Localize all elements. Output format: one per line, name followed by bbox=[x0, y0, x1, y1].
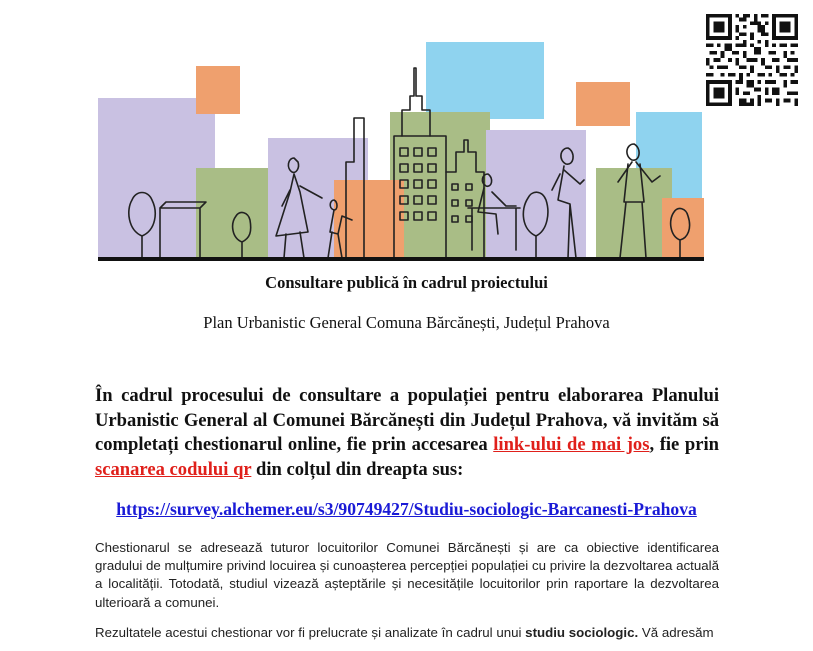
qr-code-icon bbox=[706, 14, 798, 106]
page-subtitle: Plan Urbanistic General Comuna Bărcănești, Județul Prahova bbox=[203, 313, 610, 332]
results-text-2: Vă adresăm bbox=[638, 625, 714, 640]
page-title: Consultare publică în cadrul proiectului bbox=[265, 273, 548, 292]
intro-text-3: din colțul din dreapta sus: bbox=[251, 458, 464, 480]
results-text: Rezultatele acestui chestionar vor fi prelucrate și analizate în cadrul unui bbox=[95, 625, 526, 640]
intro-paragraph bbox=[95, 384, 719, 482]
link-below-link[interactable]: link-ului de mai jos bbox=[493, 434, 650, 455]
city-people-illustration bbox=[96, 40, 708, 264]
results-bold-text: studiu sociologic. bbox=[525, 625, 639, 640]
intro-text-1: În cadrul procesului de consultare a populației pentru elaborarea Planului Urbanistic General al Comunei Bărcănești din Județul Prahova, vă invităm să completați chestionarul online, fie prin accesarea bbox=[95, 385, 719, 455]
scan-qr-link[interactable]: scanarea codului qr bbox=[95, 458, 252, 480]
results-paragraph bbox=[95, 624, 719, 642]
description-paragraph: Chestionarul se adresează tuturor locuitorilor Comunei Bărcănești și are ca obiective identificarea gradului de mulțumire privind locuirea și cunoașterea percepției populației cu privire la dezvoltarea actuală a localității. Totodată, studiul vizează așteptările și necesitățile locuitorilor prin raportare la dezvoltarea ulterioară a comunei. bbox=[95, 540, 719, 610]
intro-text-2: , fie prin bbox=[649, 434, 719, 455]
survey-url-link[interactable]: https://survey.alchemer.eu/s3/90749427/Studiu-sociologic-Barcanesti-Prahova bbox=[116, 499, 697, 519]
